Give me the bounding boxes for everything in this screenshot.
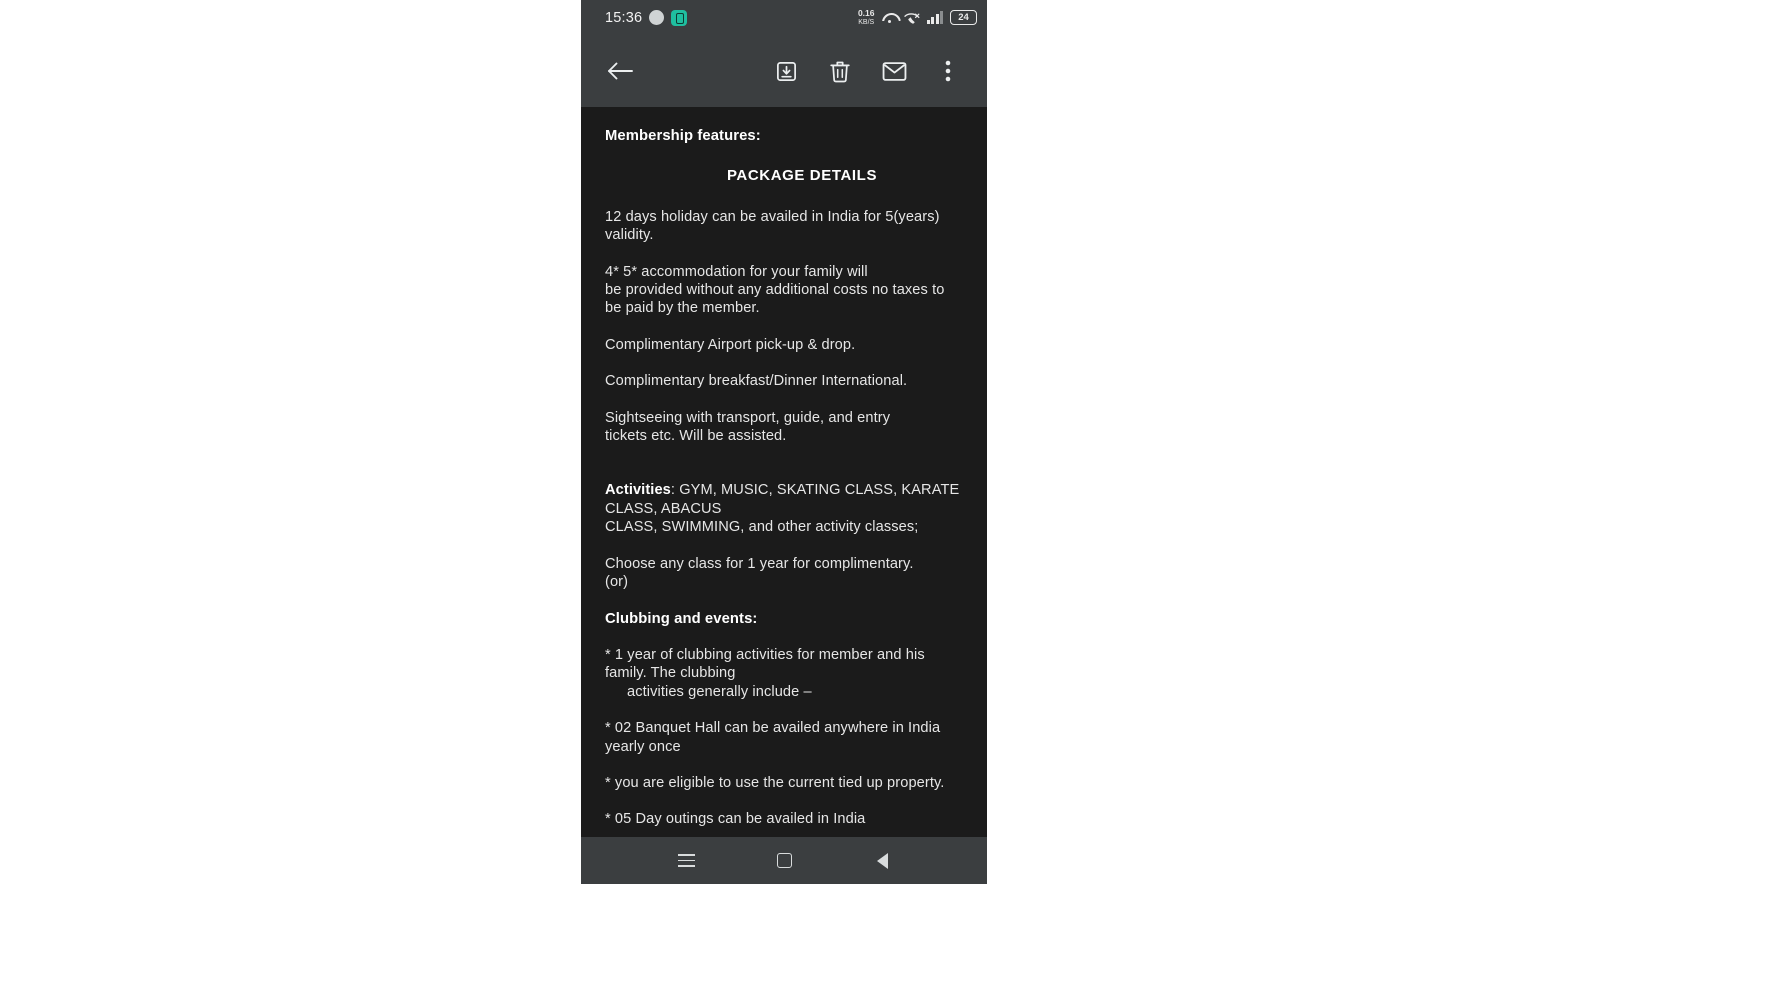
para-sightseeing-line2: tickets etc. Will be assisted. [605,428,787,445]
spacer-e [605,354,963,372]
package-details-title: PACKAGE DETAILS [726,167,878,185]
activities-line1: : GYM, MUSIC, SKATING CLASS, KARATE CLASS, ABACUS [605,482,960,517]
whatsapp-icon [649,10,664,25]
para-validity: 12 days holiday can be availed in India for 5(years) validity. [605,208,940,244]
recents-button[interactable] [666,841,706,881]
bullet-3: * you are eligible to use the current tied up property. [605,774,945,791]
spacer-i [605,592,963,610]
status-clock: 15:36 [605,9,643,26]
spacer-j [605,628,963,646]
more-options-icon[interactable] [931,54,965,88]
status-bar-left [581,10,687,26]
data-rate-value: 0.16 [857,7,875,18]
membership-features-heading: Membership features: [605,128,761,144]
data-rate-indicator [858,9,875,27]
spacer-g [605,445,963,481]
signal-bars-icon [927,11,944,24]
back-triangle-icon [877,853,888,869]
bullet-1-line2: activities generally include – [627,683,812,700]
call-mute-icon [904,11,920,25]
spacer-l [605,756,963,774]
data-rate-unit: KB/S [858,18,875,26]
recents-icon [678,854,695,867]
clubbing-events-heading: Clubbing and events: [605,610,758,627]
activities-label: Activities [605,482,671,499]
spacer-k [605,701,963,719]
battery-icon: 24 [950,10,977,25]
spacer-m [605,792,963,810]
spacer-d [605,318,963,336]
status-bar-right [858,9,977,27]
status-bar [581,0,987,35]
para-choose-line2: (or) [605,574,629,591]
app-bar [581,35,987,107]
bullet-4: * 05 Day outings can be availed in India [605,811,866,828]
system-nav-bar [581,837,987,884]
greenbook-icon [671,10,687,26]
message-content [605,127,963,829]
para-breakfast: Complimentary breakfast/Dinner International. [605,373,908,390]
para-accommodation-line1: 4* 5* accommodation for your family will [605,263,868,280]
activities-line2: CLASS, SWIMMING, and other activity classes; [605,519,919,536]
bullet-2: * 02 Banquet Hall can be availed anywhere in India yearly once [605,720,941,755]
nav-back-button[interactable] [862,841,902,881]
para-activities [605,481,963,518]
para-choose-line1: Choose any class for 1 year for complimentary. [605,555,914,572]
bullet-1-line1: * 1 year of clubbing activities for member and his family. The clubbing [605,646,925,682]
para-airport: Complimentary Airport pick-up & drop. [605,336,856,353]
back-arrow-icon[interactable] [603,54,637,88]
home-icon [777,853,792,868]
spacer-a [605,145,963,167]
para-accommodation-line2: be provided without any additional costs no taxes to [605,282,945,299]
para-accommodation-line3: be paid by the member. [605,300,760,317]
spacer-b [605,186,963,208]
home-button[interactable] [764,841,804,881]
spacer-h [605,537,963,555]
email-body[interactable] [581,107,987,837]
phone-screen [581,0,987,884]
mark-unread-envelope-icon[interactable] [877,54,911,88]
wifi-icon [882,12,897,24]
archive-icon[interactable] [769,54,803,88]
spacer-c [605,245,963,263]
delete-icon[interactable] [823,54,857,88]
spacer-f [605,391,963,409]
para-sightseeing-line1: Sightseeing with transport, guide, and entry [605,409,891,426]
